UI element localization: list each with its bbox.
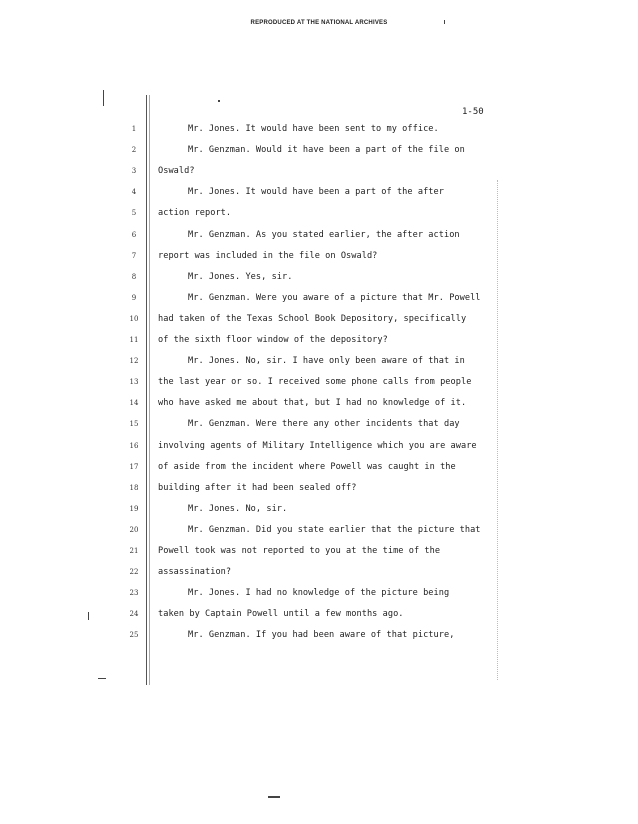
transcript-line: Mr. Jones. Yes, sir. [188,271,293,282]
page-number: 1-50 [462,107,484,117]
scan-mark [103,90,104,106]
line-number: 8 [131,272,137,281]
scan-mark [268,796,280,798]
transcript-line: Mr. Jones. It would have been sent to my office. [188,124,439,134]
transcript-line: of the sixth floor window of the depository? [158,335,388,345]
line-number: 11 [129,336,139,344]
line-number: 16 [129,441,139,450]
line-number: 23 [129,589,139,598]
line-number: 14 [129,399,139,408]
transcript-line: the last year or so. I received some phone calls from people [158,377,472,388]
transcript-line: Mr. Genzman. Would it have been a part of the file on [188,145,465,156]
transcript-line: Powell took was not reported to you at the time of the [158,546,441,556]
transcript-line: Oswald? [158,166,195,177]
line-number: 10 [129,314,139,323]
scan-mark [88,612,89,620]
archive-stamp: REPRODUCED AT THE NATIONAL ARCHIVES [250,20,388,26]
line-number: 5 [131,209,137,218]
transcript-line: Mr. Jones. No, sir. [188,503,288,514]
transcript-line: involving agents of Military Intelligence which you are aware [158,440,477,451]
line-number: 9 [131,293,137,302]
line-number: 2 [131,146,137,155]
transcript-line: Mr. Genzman. Were you aware of a picture that Mr. Powell [188,292,481,303]
line-number: 24 [129,610,139,619]
transcript-line: had taken of the Texas School Book Depository, specifically [158,313,467,324]
transcript-line: report was included in the file on Oswald? [158,250,378,261]
margin-rule [146,95,147,685]
transcript-line: Mr. Genzman. As you stated earlier, the after action [188,229,460,240]
transcript-line: taken by Captain Powell until a few months ago. [158,609,404,620]
transcript-line: who have asked me about that, but I had no knowledge of it. [158,398,467,409]
transcript-line: Mr. Jones. It would have been a part of the after [188,187,444,198]
transcript-line: Mr. Jones. No, sir. I have only been aware of that in [188,356,465,367]
line-number: 3 [131,167,137,176]
transcript-line: Mr. Genzman. Did you state earlier that the picture that [188,524,481,535]
line-number: 25 [129,631,139,640]
line-number: 18 [129,483,139,492]
margin-rule-inner [149,95,150,685]
line-number: 17 [129,462,139,471]
line-number: 19 [129,504,139,513]
line-number: 13 [129,378,139,387]
line-number: 22 [129,568,139,577]
scan-mark [218,100,220,102]
transcript-line: building after it had been sealed off? [158,482,357,493]
transcript-line: Mr. Jones. I had no knowledge of the picture being [188,588,450,599]
line-number: 20 [129,525,139,534]
transcript-line: of aside from the incident where Powell was caught in the [158,461,456,472]
transcript-line: Mr. Genzman. If you had been aware of that picture, [188,630,455,641]
scan-mark [444,20,445,24]
line-number: 15 [129,420,139,429]
line-number: 6 [131,230,137,239]
line-number: 12 [129,357,139,366]
line-number: 7 [131,251,137,260]
line-number: 1 [131,125,137,133]
scan-mark [98,678,106,679]
transcript-line: Mr. Genzman. Were there any other incidents that day [188,419,460,430]
line-number: 21 [129,547,139,555]
transcript-line: action report. [158,208,232,219]
transcript-line: assassination? [158,567,232,578]
line-number: 4 [131,188,137,197]
